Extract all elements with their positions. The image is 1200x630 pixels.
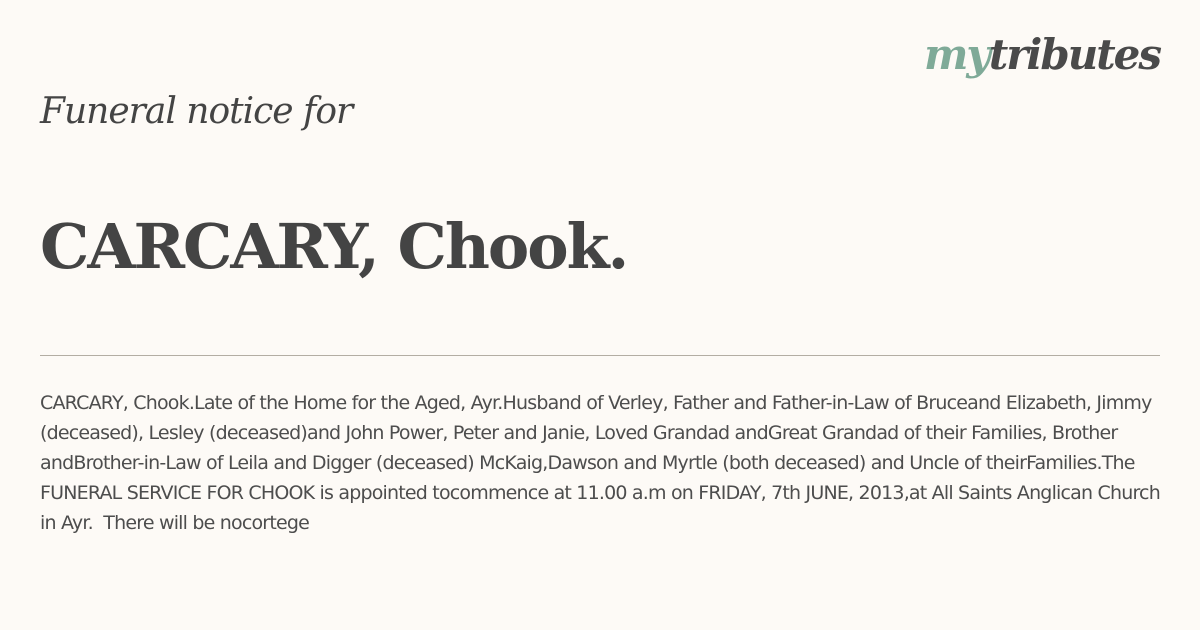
notice-body-container bbox=[40, 388, 1200, 568]
notice-body-text: CARCARY, Chook.Late of the Home for the Aged, Ayr.Husband of Verley, Father and Father-in-Law of Bruceand Elizabeth, Jimmy (deceased), Lesley (deceased)and John Power, Peter and Janie, Loved Grandad andGreat Grandad of their Families, Brother andBrother-in-Law of Leila and Digger (deceased) McKaig,Dawson and Myrtle (both deceased) and Uncle of theirFamilies.The FUNERAL SERVICE FOR CHOOK is appointed tocommence at 11.00 a.m on FRIDAY, 7th JUNE, 2013,at All Saints Anglican Church in Ayr. There will be nocortege bbox=[40, 392, 1166, 534]
logo-my-text: my bbox=[923, 30, 989, 79]
logo-tributes-text: tributes bbox=[988, 30, 1160, 79]
notice-label: Funeral notice for bbox=[40, 91, 353, 132]
deceased-name-heading: CARCARY, Chook. bbox=[40, 210, 628, 283]
section-divider bbox=[40, 355, 1160, 356]
mytributes-logo bbox=[923, 30, 1160, 79]
